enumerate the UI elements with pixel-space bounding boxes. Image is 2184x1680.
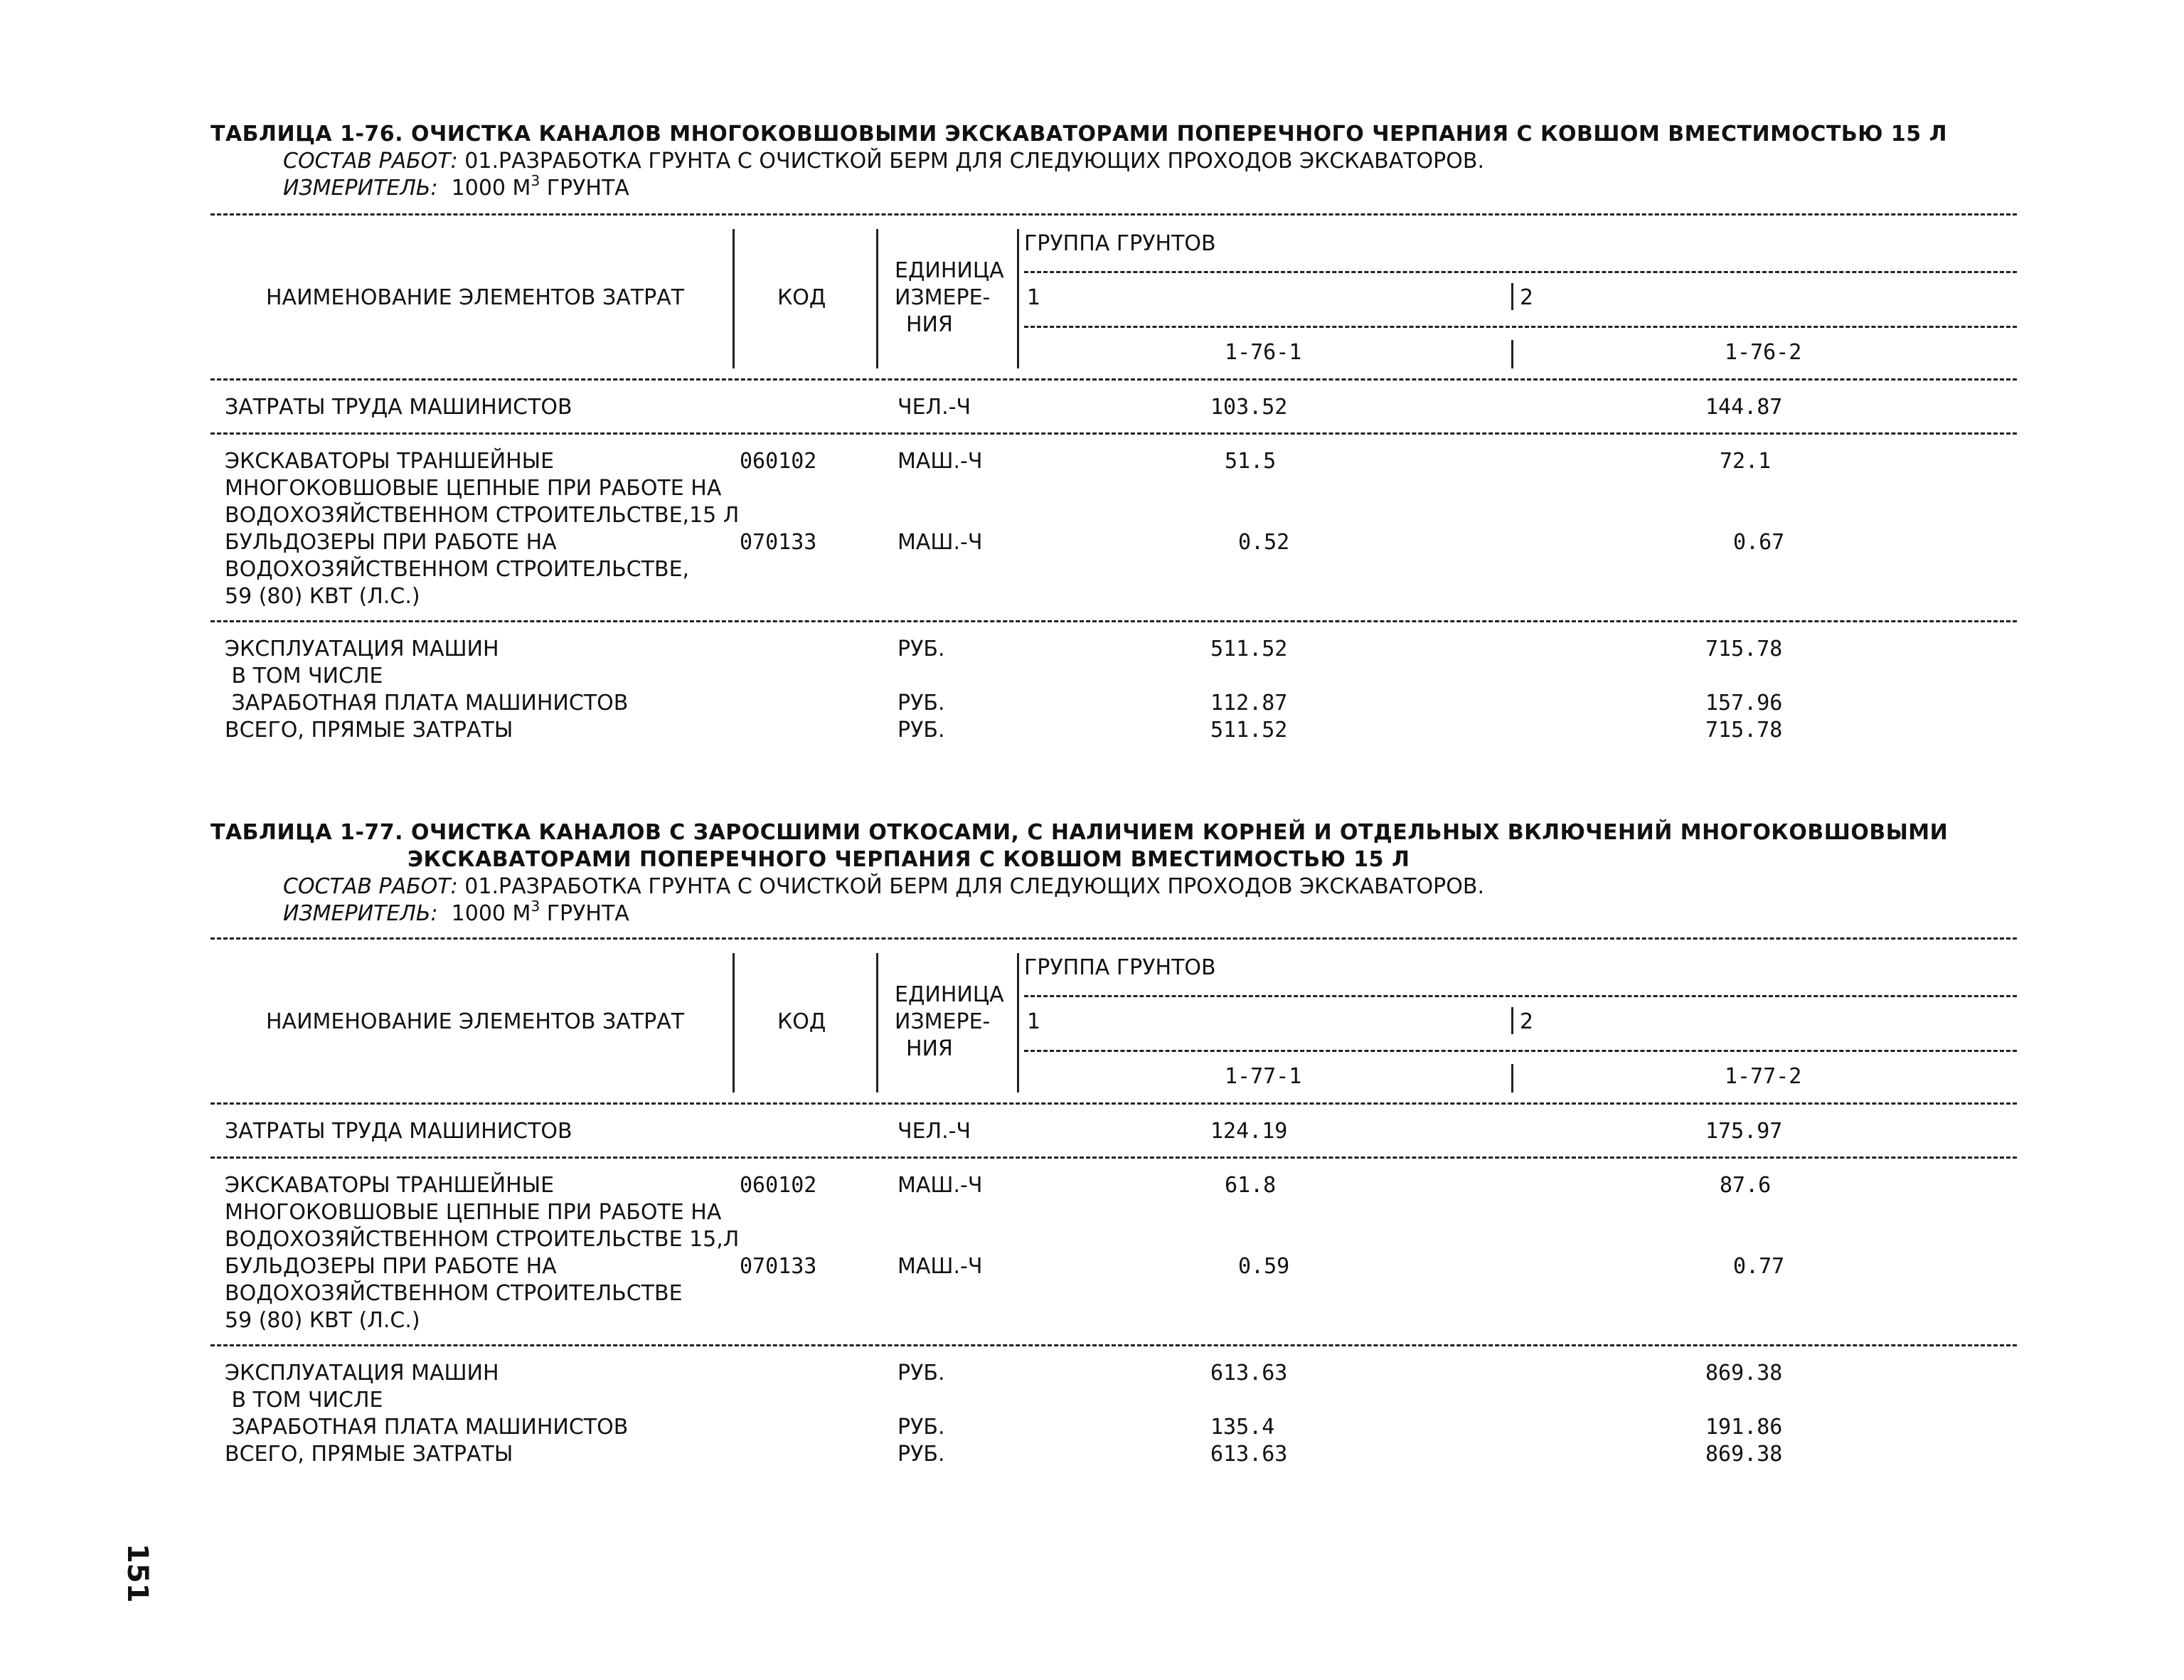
header-unit: НИЯ bbox=[906, 312, 953, 337]
divider bbox=[211, 620, 2017, 622]
work-composition-label: СОСТАВ РАБОТ: bbox=[283, 149, 458, 174]
total-value-2: 869.38 bbox=[1705, 1361, 1783, 1386]
header-separator bbox=[733, 229, 735, 368]
header-unit: ЕДИНИЦА bbox=[895, 258, 1004, 283]
labor-value-2: 175.97 bbox=[1705, 1119, 1783, 1144]
total-value-1: 613.63 bbox=[1210, 1361, 1288, 1386]
measure-value: 1000 М bbox=[451, 176, 531, 201]
total-value-1: 112.87 bbox=[1210, 691, 1288, 716]
machine-line: ВОДОХОЗЯЙСТВЕННОМ СТРОИТЕЛЬСТВЕ 15,Л bbox=[225, 1227, 740, 1252]
divider bbox=[211, 1344, 2017, 1346]
total-unit: РУБ. bbox=[897, 637, 945, 661]
total-value-1: 511.52 bbox=[1210, 637, 1288, 661]
header-separator bbox=[733, 953, 735, 1092]
header-unit: НИЯ bbox=[906, 1036, 953, 1061]
machine-line: ЭКСКАВАТОРЫ ТРАНШЕЙНЫЕ bbox=[225, 1173, 555, 1198]
total-name: В ТОМ ЧИСЛЕ bbox=[225, 664, 383, 689]
measure bbox=[283, 898, 629, 926]
header-separator bbox=[1017, 953, 1019, 1092]
header-group: ГРУППА ГРУНТОВ bbox=[1024, 955, 1216, 980]
divider bbox=[211, 1102, 2017, 1105]
total-name: ВСЕГО, ПРЯМЫЕ ЗАТРАТЫ bbox=[225, 1442, 513, 1467]
labor-value-1: 103.52 bbox=[1210, 395, 1288, 420]
total-value-1: 135.4 bbox=[1210, 1415, 1275, 1440]
machine-value-2: 72.1 bbox=[1720, 449, 1772, 474]
header-separator bbox=[1017, 229, 1019, 368]
header-unit: ЕДИНИЦА bbox=[895, 982, 1004, 1007]
total-unit: РУБ. bbox=[897, 718, 945, 743]
labor-unit: ЧЕЛ.-Ч bbox=[897, 395, 971, 420]
measure-unit: ГРУНТА bbox=[546, 901, 629, 926]
divider bbox=[211, 1157, 2017, 1159]
machine-value-1: 0.59 bbox=[1238, 1254, 1290, 1279]
machine-line: МНОГОКОВШОВЫЕ ЦЕПНЫЕ ПРИ РАБОТЕ НА bbox=[225, 476, 722, 501]
header-unit: ИЗМЕРЕ- bbox=[895, 1009, 991, 1034]
labor-name: ЗАТРАТЫ ТРУДА МАШИНИСТОВ bbox=[225, 395, 572, 420]
divider bbox=[1024, 326, 2017, 328]
total-unit: РУБ. bbox=[897, 1442, 945, 1467]
machine-line: 59 (80) КВТ (Л.С.) bbox=[225, 1308, 420, 1333]
labor-unit: ЧЕЛ.-Ч bbox=[897, 1119, 971, 1144]
header-separator bbox=[876, 229, 878, 368]
machine-line: БУЛЬДОЗЕРЫ ПРИ РАБОТЕ НА bbox=[225, 530, 557, 555]
header-separator bbox=[1511, 1064, 1513, 1092]
total-value-2: 869.38 bbox=[1705, 1442, 1783, 1467]
table-title: ТАБЛИЦА 1-76. ОЧИСТКА КАНАЛОВ МНОГОКОВШОВЫМИ ЭКСКАВАТОРАМИ ПОПЕРЕЧНОГО ЧЕРПАНИЯ С КОВШОМ ВМЕСТИМОСТЬЮ 15 Л bbox=[211, 122, 1948, 147]
machine-unit: МАШ.-Ч bbox=[897, 530, 983, 555]
machine-code: 070133 bbox=[740, 1254, 817, 1279]
divider bbox=[211, 432, 2017, 435]
machine-value-1: 0.52 bbox=[1238, 530, 1290, 555]
header-col-2: 1-77-2 bbox=[1725, 1064, 1802, 1089]
header-group-1: 1 bbox=[1027, 1009, 1041, 1034]
header-separator bbox=[1511, 340, 1513, 368]
header-col-1: 1-76-1 bbox=[1225, 340, 1302, 365]
header-separator bbox=[1511, 1007, 1513, 1034]
machine-line: ВОДОХОЗЯЙСТВЕННОМ СТРОИТЕЛЬСТВЕ bbox=[225, 1281, 683, 1306]
divider bbox=[1024, 271, 2017, 273]
header-group-1: 1 bbox=[1027, 285, 1041, 310]
work-composition bbox=[283, 876, 1484, 898]
labor-value-2: 144.87 bbox=[1705, 395, 1783, 420]
header-code: КОД bbox=[777, 285, 826, 310]
header-name: НАИМЕНОВАНИЕ ЭЛЕМЕНТОВ ЗАТРАТ bbox=[266, 1009, 685, 1034]
divider bbox=[211, 937, 2017, 940]
machine-line: ВОДОХОЗЯЙСТВЕННОМ СТРОИТЕЛЬСТВЕ,15 Л bbox=[225, 503, 740, 528]
total-value-1: 613.63 bbox=[1210, 1442, 1288, 1467]
machine-code: 060102 bbox=[740, 1173, 817, 1198]
measure bbox=[283, 172, 629, 201]
labor-name: ЗАТРАТЫ ТРУДА МАШИНИСТОВ bbox=[225, 1119, 572, 1144]
labor-value-1: 124.19 bbox=[1210, 1119, 1288, 1144]
machine-value-2: 0.67 bbox=[1733, 530, 1785, 555]
measure-sup: 3 bbox=[531, 898, 540, 915]
machine-line: БУЛЬДОЗЕРЫ ПРИ РАБОТЕ НА bbox=[225, 1254, 557, 1279]
machine-line: ЭКСКАВАТОРЫ ТРАНШЕЙНЫЕ bbox=[225, 449, 555, 474]
work-composition-text: 01.РАЗРАБОТКА ГРУНТА С ОЧИСТКОЙ БЕРМ ДЛЯ СЛЕДУЮЩИХ ПРОХОДОВ ЭКСКАВАТОРОВ. bbox=[464, 149, 1484, 174]
machine-unit: МАШ.-Ч bbox=[897, 449, 983, 474]
total-name: ЗАРАБОТНАЯ ПЛАТА МАШИНИСТОВ bbox=[225, 691, 629, 716]
total-name: ВСЕГО, ПРЯМЫЕ ЗАТРАТЫ bbox=[225, 718, 513, 743]
total-unit: РУБ. bbox=[897, 691, 945, 716]
divider bbox=[1024, 1050, 2017, 1052]
total-value-2: 191.86 bbox=[1705, 1415, 1783, 1440]
measure-sup: 3 bbox=[531, 172, 540, 189]
table-title: ТАБЛИЦА 1-77. ОЧИСТКА КАНАЛОВ С ЗАРОСШИМИ ОТКОСАМИ, С НАЛИЧИЕМ КОРНЕЙ И ОТДЕЛЬНЫХ ВКЛЮЧЕНИЙ МНОГОКОВШОВЫМИ bbox=[211, 820, 1949, 845]
machine-unit: МАШ.-Ч bbox=[897, 1173, 983, 1198]
total-name: В ТОМ ЧИСЛЕ bbox=[225, 1388, 383, 1413]
total-value-2: 157.96 bbox=[1705, 691, 1783, 716]
work-composition-text: 01.РАЗРАБОТКА ГРУНТА С ОЧИСТКОЙ БЕРМ ДЛЯ СЛЕДУЮЩИХ ПРОХОДОВ ЭКСКАВАТОРОВ. bbox=[464, 874, 1484, 899]
header-name: НАИМЕНОВАНИЕ ЭЛЕМЕНТОВ ЗАТРАТ bbox=[266, 285, 685, 310]
page-number: 151 bbox=[121, 1543, 154, 1603]
header-separator bbox=[1511, 283, 1513, 310]
total-name: ЭКСПЛУАТАЦИЯ МАШИН bbox=[225, 637, 499, 661]
total-name: ЭКСПЛУАТАЦИЯ МАШИН bbox=[225, 1361, 499, 1386]
divider bbox=[211, 378, 2017, 381]
header-group-2: 2 bbox=[1520, 285, 1534, 310]
total-name: ЗАРАБОТНАЯ ПЛАТА МАШИНИСТОВ bbox=[225, 1415, 629, 1440]
header-col-2: 1-76-2 bbox=[1725, 340, 1802, 365]
machine-code: 060102 bbox=[740, 449, 817, 474]
total-unit: РУБ. bbox=[897, 1361, 945, 1386]
divider bbox=[1024, 995, 2017, 997]
table-title-line2: ЭКСКАВАТОРАМИ ПОПЕРЕЧНОГО ЧЕРПАНИЯ С КОВШОМ ВМЕСТИМОСТЬЮ 15 Л bbox=[407, 847, 1410, 872]
machine-value-1: 61.8 bbox=[1225, 1173, 1277, 1198]
header-separator bbox=[876, 953, 878, 1092]
header-unit: ИЗМЕРЕ- bbox=[895, 285, 991, 310]
machine-value-2: 87.6 bbox=[1720, 1173, 1772, 1198]
machine-value-2: 0.77 bbox=[1733, 1254, 1785, 1279]
total-value-2: 715.78 bbox=[1705, 718, 1783, 743]
machine-value-1: 51.5 bbox=[1225, 449, 1277, 474]
header-col-1: 1-77-1 bbox=[1225, 1064, 1302, 1089]
measure-label: ИЗМЕРИТЕЛЬ: bbox=[283, 901, 438, 926]
divider bbox=[211, 213, 2017, 216]
header-group: ГРУППА ГРУНТОВ bbox=[1024, 231, 1216, 256]
total-value-2: 715.78 bbox=[1705, 637, 1783, 661]
machine-line: ВОДОХОЗЯЙСТВЕННОМ СТРОИТЕЛЬСТВЕ, bbox=[225, 557, 690, 582]
machine-code: 070133 bbox=[740, 530, 817, 555]
total-value-1: 511.52 bbox=[1210, 718, 1288, 743]
machine-line: 59 (80) КВТ (Л.С.) bbox=[225, 584, 420, 609]
measure-value: 1000 М bbox=[451, 901, 531, 926]
work-composition-label: СОСТАВ РАБОТ: bbox=[283, 874, 458, 899]
total-unit: РУБ. bbox=[897, 1415, 945, 1440]
work-composition bbox=[283, 151, 1484, 172]
measure-label: ИЗМЕРИТЕЛЬ: bbox=[283, 176, 438, 201]
machine-unit: МАШ.-Ч bbox=[897, 1254, 983, 1279]
header-code: КОД bbox=[777, 1009, 826, 1034]
header-group-2: 2 bbox=[1520, 1009, 1534, 1034]
machine-line: МНОГОКОВШОВЫЕ ЦЕПНЫЕ ПРИ РАБОТЕ НА bbox=[225, 1200, 722, 1225]
measure-unit: ГРУНТА bbox=[546, 176, 629, 201]
